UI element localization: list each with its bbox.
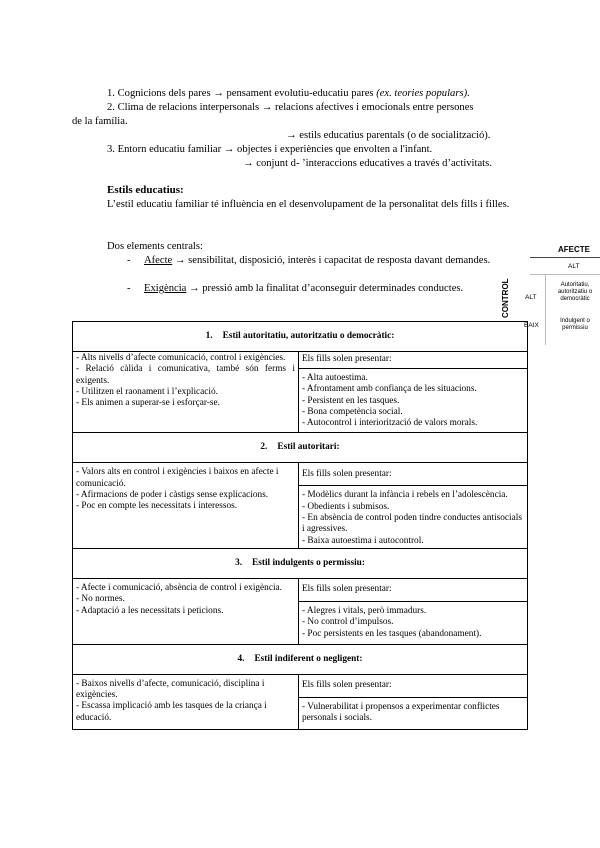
style-3-title: Estil indulgents o permissiu:	[252, 557, 365, 568]
side-baix-left-label: BAIX	[524, 322, 539, 329]
style-4-children-label: Els fills solen presentar:	[299, 674, 528, 697]
side-alt-left-label: ALT	[525, 294, 537, 301]
style-3-right-item: - Poc persistents en les tasques (abandonament).	[302, 628, 482, 639]
section-title: Estils educatius:	[107, 184, 184, 196]
style-4-title: Estil indiferent o negligent:	[254, 653, 363, 664]
style-4-number: 4.	[237, 653, 245, 664]
style-2-number: 2.	[260, 442, 268, 453]
style-1-header	[73, 322, 528, 352]
style-1-left-item: - Relació càlida i comunicativa, també són ferms i exigents.	[76, 364, 295, 386]
side-divider-top	[530, 257, 600, 258]
style-2-right-item: - En absència de control poden tindre conductes antisocials i agressives.	[302, 513, 522, 535]
style-1-parents-cell	[73, 352, 299, 433]
bullet-dash-2: -	[127, 283, 131, 294]
style-1-number: 1.	[205, 330, 213, 341]
style-3-header	[73, 548, 528, 578]
intro-line-5: → conjunt d- ’interaccions educatives a través d’activitats.	[243, 158, 492, 169]
style-4-left-item: - Baixos nivells d’afecte, comunicació, disciplina i exigències.	[76, 678, 265, 701]
style-1	[73, 322, 528, 433]
style-2-header	[73, 433, 528, 463]
style-2-right-item: - Modèlics durant la infància i rebels en l’adolescència.	[302, 490, 508, 501]
style-3	[73, 548, 528, 644]
style-1-children-label: Els fills solen presentar:	[299, 352, 528, 369]
style-1-right-item: - Autocontrol i interiorització de valors morals.	[302, 418, 478, 429]
style-3-right-item: - Alegres i vitals, però immadurs.	[302, 605, 427, 616]
style-4-right-item: - Vulnerabilitat i propensos a experimentar conflictes personals i socials.	[302, 701, 500, 724]
intro-line-1	[107, 87, 470, 100]
side-control-label: CONTROL	[501, 278, 510, 318]
side-cell-authoritative: Autoritatiu, autoritzatiu o democràtic	[557, 282, 593, 302]
intro-line-3: → estils educatius parentals (o de socialització).	[286, 130, 491, 141]
style-1-right-item: - Persistent en les tasques.	[302, 395, 400, 406]
style-2-left-item: - Valors alts en control i exigències i baixos en afecte i comunicació.	[76, 467, 279, 489]
intro-line-4: 3. Entorn educatiu familiar → objectes i experiències que envolten a l'infant.	[107, 144, 433, 155]
style-2-right-item: - Baixa autoestima i autocontrol.	[302, 535, 424, 546]
style-4	[73, 644, 528, 730]
style-2-left-item: - Poc en compte les necessitats i interessos.	[76, 501, 238, 512]
style-1-children-cell	[299, 369, 528, 433]
bullet-afecte	[144, 254, 527, 267]
bullet-exigencia-term: Exigència	[144, 283, 187, 294]
intro-line-2b: de la família.	[72, 116, 128, 127]
style-4-children-cell	[299, 697, 528, 730]
side-alt-top-label: ALT	[568, 263, 580, 270]
style-3-left-item: - No normes.	[76, 594, 125, 605]
parenting-styles-table	[72, 321, 528, 730]
style-2-left-item: - Afirmacions de poder i càstigs sense explicacions.	[76, 490, 269, 501]
style-2-right-item: - Obedients i submisos.	[302, 501, 390, 512]
bullet-exigencia	[144, 282, 463, 295]
style-3-parents-cell	[73, 578, 299, 644]
style-2-children-label: Els fills solen presentar:	[299, 463, 528, 486]
side-afecte-label: AFECTE	[558, 245, 590, 254]
style-4-left-item: - Escassa implicació amb les tasques de la criança i educació.	[76, 701, 267, 723]
style-3-right-item: - No control d’impulsos.	[302, 617, 394, 628]
central-elements-label: Dos elements centrals:	[107, 241, 203, 252]
style-1-left-item: - Utilitzen el raonament i l’explicació.	[76, 386, 218, 397]
bullet-afecte-text: → sensibilitat, disposició, interès i capacitat de resposta davant demandes.	[172, 255, 491, 266]
style-2-children-cell	[299, 486, 528, 548]
bullet-dash-1: -	[127, 255, 131, 266]
style-2-parents-cell	[73, 463, 299, 548]
intro-line-1-text: 1. Cognicions dels pares → pensament evolutiu-educatiu pares	[107, 88, 377, 99]
style-1-left-item: - Els animen a superar-se i esforçar-se.	[76, 398, 220, 409]
side-divider-mid	[530, 274, 600, 275]
style-3-children-label: Els fills solen presentar:	[299, 578, 528, 601]
bullet-exigencia-text: → pressió amb la finalitat d’aconseguir determinades conductes.	[186, 283, 464, 294]
side-cell-permissive: Indulgent o permissiu	[560, 318, 590, 331]
style-1-right-item: - Alta autoestima.	[302, 373, 368, 383]
style-2-title: Estil autoritari:	[277, 442, 340, 453]
side-divider-vertical	[545, 275, 546, 345]
style-3-children-cell	[299, 601, 528, 644]
style-3-left-item: - Afecte i comunicació, absència de control i exigència.	[76, 582, 282, 593]
bullet-afecte-term: Afecte	[144, 255, 173, 266]
intro-line-2: 2. Clima de relacions interpersonals → relacions afectives i emocionals entre persones	[107, 102, 474, 113]
style-1-title: Estil autoritatiu, autoritzatiu o democràtic:	[222, 330, 395, 341]
style-1-right-item: - Bona competència social.	[302, 406, 403, 417]
style-3-left-item: - Adaptació a les necessitats i peticions.	[76, 605, 224, 616]
style-4-parents-cell	[73, 674, 299, 730]
style-3-number: 3.	[235, 557, 243, 568]
style-1-left-item: - Alts nivells d’afecte comunicació, control i exigències.	[76, 353, 286, 363]
section-paragraph: L’estil educatiu familiar té influència en el desenvolupament de la personalitat dels fills i filles.	[107, 199, 510, 210]
intro-line-1-example: (ex. teories populars).	[376, 88, 470, 99]
style-2	[73, 433, 528, 548]
style-4-header	[73, 644, 528, 674]
style-1-right-item: - Afrontament amb confiança de les situacions.	[302, 384, 477, 395]
